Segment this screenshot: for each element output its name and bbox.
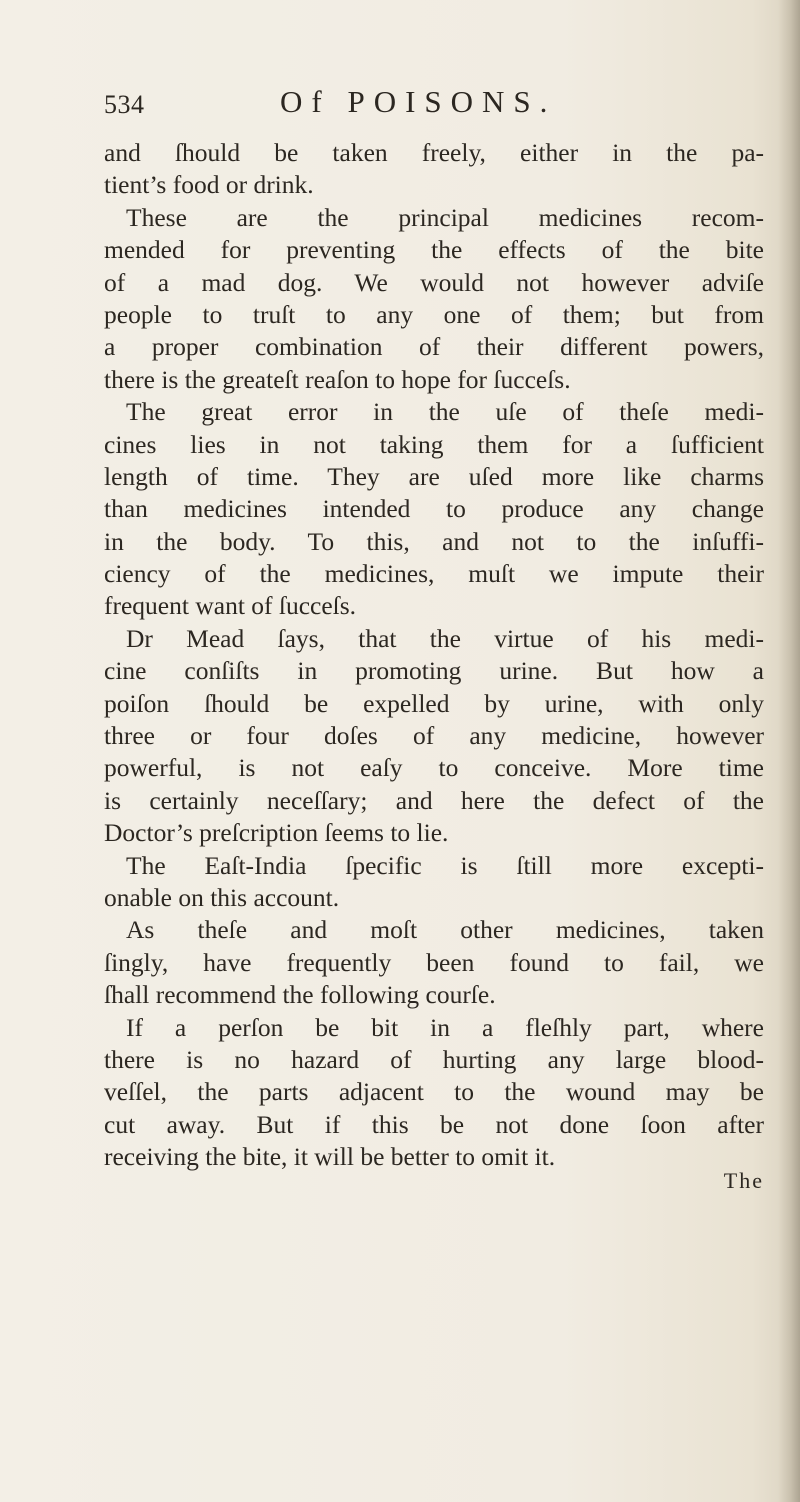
text-line: there is no hazard of hurting any large blood- bbox=[104, 1044, 764, 1074]
text-line: ciency of the medicines, muſt we impute their bbox=[104, 559, 764, 589]
text-line: If a perſon be bit in a fleſhly part, where bbox=[126, 1012, 764, 1042]
text-line: in the body. To this, and not to the inſuffi- bbox=[104, 526, 764, 556]
text-line: three or four doſes of any medicine, however bbox=[104, 721, 764, 751]
text-line: onable on this account. bbox=[104, 882, 340, 912]
text-line: is certainly neceſſary; and here the defect of the bbox=[104, 785, 764, 815]
text-line: receiving the bite, it will be better to omit it. bbox=[104, 1142, 556, 1172]
page-edge-shadow bbox=[778, 0, 800, 1502]
text-line: powerful, is not eaſy to conceive. More time bbox=[104, 753, 764, 783]
text-line: poiſon ſhould be expelled by urine, with only bbox=[104, 688, 764, 718]
body-text bbox=[104, 137, 764, 1193]
text-line: length of time. They are uſed more like charms bbox=[104, 461, 764, 491]
page-number: 534 bbox=[104, 90, 145, 119]
text-line: ſingly, have frequently been found to fail, we bbox=[104, 947, 764, 977]
text-line: of a mad dog. We would not however adviſe bbox=[104, 267, 764, 297]
text-line: The great error in the uſe of theſe medi- bbox=[126, 397, 764, 427]
running-head: Of POISONS. bbox=[280, 84, 557, 119]
catchword: The bbox=[723, 1167, 764, 1193]
text-line: and ſhould be taken freely, either in the pa- bbox=[104, 138, 764, 167]
text-line: frequent want of ſucceſs. bbox=[104, 591, 357, 621]
text-line: Doctor’s preſcription ſeems to lie. bbox=[104, 818, 449, 848]
text-line: there is the greateſt reaſon to hope for ſucceſs. bbox=[104, 364, 571, 394]
catchword-line bbox=[104, 1168, 764, 1194]
text-line: veſſel, the parts adjacent to the wound may be bbox=[104, 1077, 764, 1107]
text-line: a proper combination of their different powers, bbox=[104, 332, 764, 362]
text-line: mended for preventing the effects of the bite bbox=[104, 235, 764, 265]
text-line: cines lies in not taking them for a ſufficient bbox=[104, 429, 764, 459]
page-header bbox=[104, 84, 704, 134]
text-line: cine conſiſts in promoting urine. But how a bbox=[104, 656, 764, 686]
text-line: people to truſt to any one of them; but from bbox=[104, 299, 764, 329]
text-line: cut away. But if this be not done ſoon after bbox=[104, 1109, 764, 1139]
text-line: Dr Mead ſays, that the virtue of his medi- bbox=[126, 623, 764, 653]
text-line: These are the principal medicines recom- bbox=[126, 202, 764, 232]
text-line: tient’s food or drink. bbox=[104, 170, 314, 200]
text-line: ſhall recommend the following courſe. bbox=[104, 980, 496, 1010]
text-line: than medicines intended to produce any change bbox=[104, 494, 764, 524]
text-line: As theſe and moſt other medicines, taken bbox=[126, 915, 764, 945]
text-line: The Eaſt-India ſpecific is ſtill more excepti- bbox=[126, 850, 764, 880]
